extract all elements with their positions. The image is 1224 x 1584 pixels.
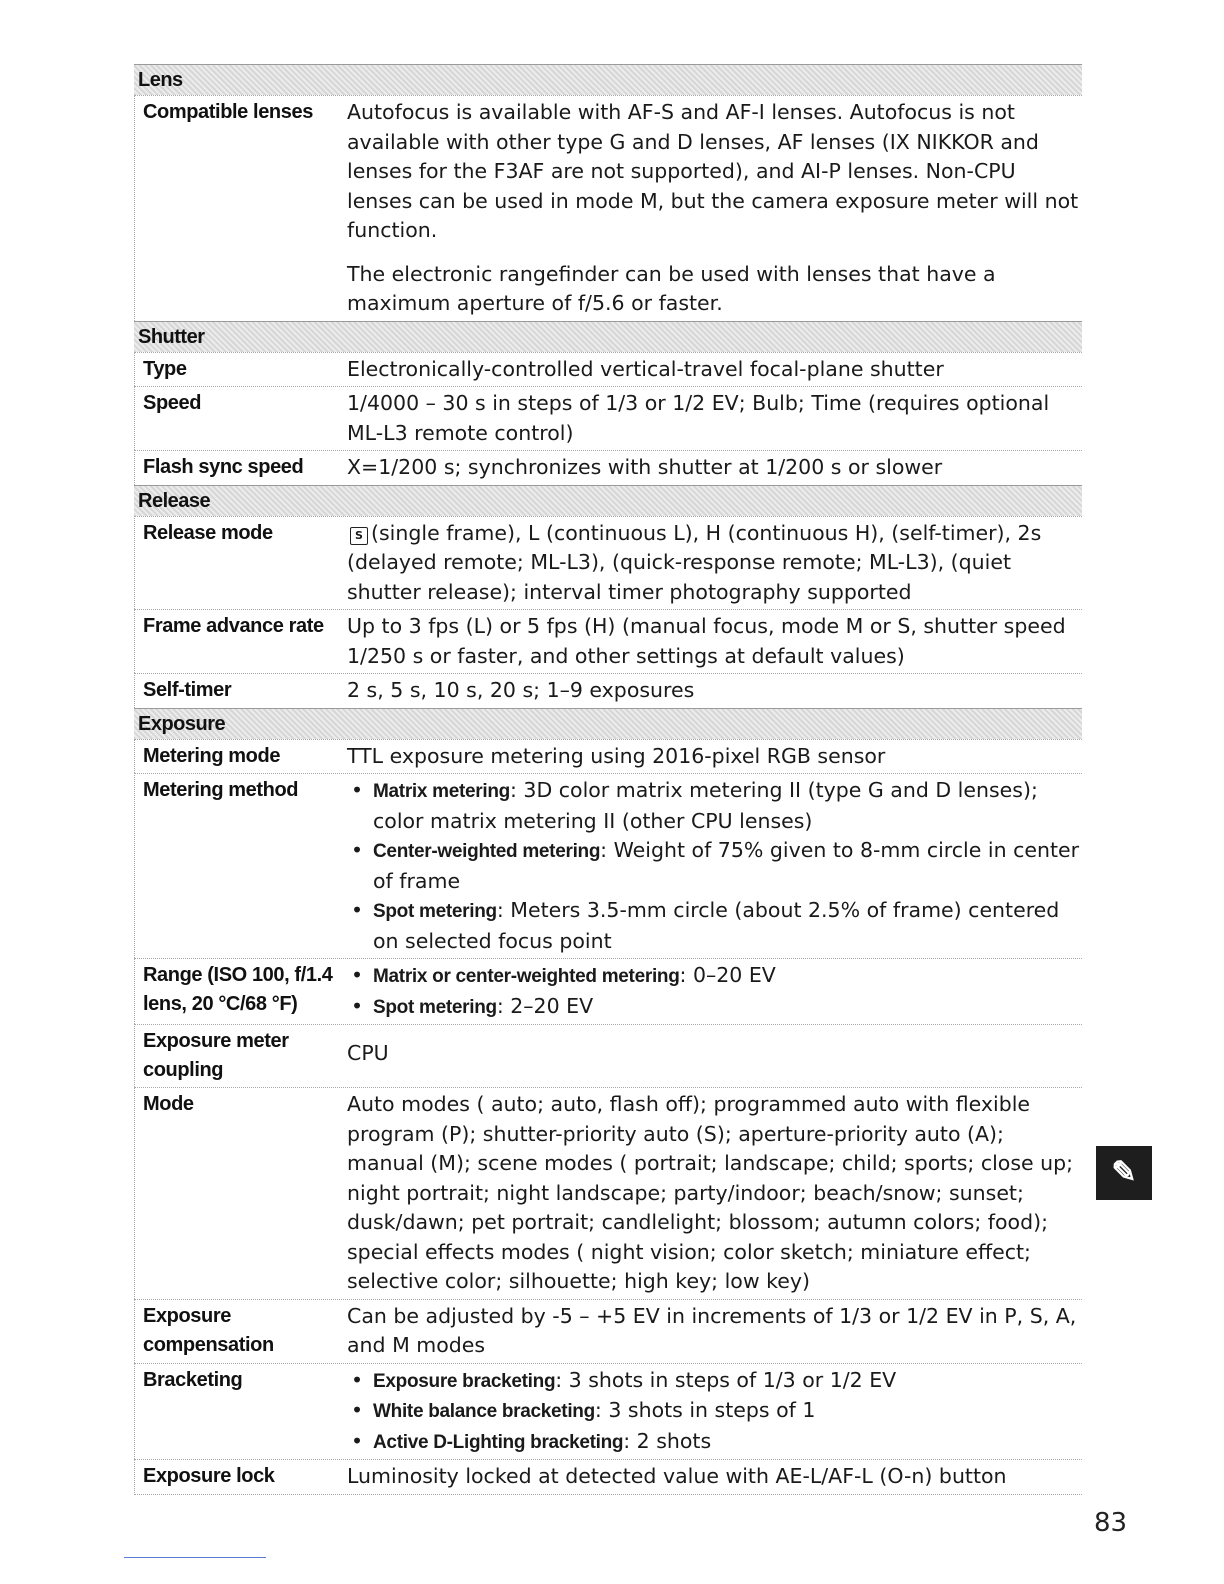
list-item: [373, 961, 1082, 992]
spec-row-bracketing: [134, 1363, 1082, 1460]
list-item: [373, 992, 1082, 1023]
spec-value: [337, 1364, 1082, 1460]
range-label-line-2: lens, 20 °C/68 °F): [143, 993, 298, 1015]
bullet-desc: : 3D color matrix metering II (type G and D lenses); color matrix metering II (other CPU lenses): [373, 778, 1038, 833]
spec-row-metering-method: [134, 773, 1082, 958]
section-header-release: Release: [134, 485, 1082, 516]
bullet-term: Active D-Lighting bracketing: [373, 1431, 624, 1453]
list-item: [373, 1366, 1082, 1397]
spec-value: CPU: [347, 1041, 389, 1065]
list-item: [373, 776, 1082, 836]
spec-label: Exposure compensation: [143, 1304, 274, 1356]
bullet-desc: : 2–20 EV: [496, 993, 594, 1018]
spec-value: X=1/200 s; synchronizes with shutter at 1/200 s or slower: [347, 455, 943, 479]
footer-divider: [124, 1557, 266, 1558]
bullet-term: Matrix or center-weighted metering: [373, 966, 680, 987]
spec-value: [337, 774, 1082, 958]
single-frame-icon: S: [350, 527, 368, 545]
spec-label: Speed: [143, 392, 202, 414]
spec-row-metering-mode: [134, 739, 1082, 774]
spec-row-release-mode: [134, 516, 1082, 610]
bullet-desc: : Weight of 75% given to 8-mm circle in center of frame: [373, 838, 1080, 893]
bullet-desc: : 0–20 EV: [679, 963, 776, 987]
spec-value: [337, 96, 1082, 321]
spec-label: Frame advance rate: [143, 615, 324, 637]
bullet-term: Exposure bracketing: [373, 1370, 556, 1392]
spec-row-range: [134, 958, 1082, 1024]
spec-row-self-timer: [134, 673, 1082, 708]
list-item: [373, 1396, 1082, 1427]
spec-value: Luminosity locked at detected value with AE-L/AF-L (O-n) button: [347, 1464, 1007, 1488]
spec-label: [135, 959, 337, 1024]
spec-label: Release mode: [143, 521, 273, 544]
release-mode-text: (single frame), L (continuous L), H (continuous H), (self-timer), 2s (delayed remote; ML-L3), (quick-response remote; ML-L3), (quiet shutter release); interval timer photography supported: [347, 520, 1042, 604]
bullet-desc: : 3 shots in steps of 1: [594, 1398, 816, 1422]
spec-label: Type: [143, 357, 187, 380]
rangefinder-paragraph: The electronic rangefinder can be used with lenses that have a maximum aperture of f/5.6 or faster.: [347, 261, 996, 315]
range-label-line-1: Range (ISO 100, f/1.4: [143, 964, 333, 986]
bullet-desc: : 3 shots in steps of 1/3 or 1/2 EV: [555, 1367, 897, 1392]
spec-label: Exposure lock: [143, 1465, 275, 1487]
spec-value: Can be adjusted by -5 – +5 EV in increments of 1/3 or 1/2 EV in P, S, A, and M modes: [347, 1303, 1077, 1357]
spec-value: 1/4000 – 30 s in steps of 1/3 or 1/2 EV; Bulb; Time (requires optional ML-L3 remote control): [347, 391, 1050, 445]
page-number: 83: [1094, 1508, 1128, 1538]
spec-value: [337, 959, 1082, 1024]
chapter-tab-icon: ✎: [1096, 1146, 1152, 1200]
bullet-term: Matrix metering: [373, 781, 510, 802]
bullet-desc: : Meters 3.5-mm circle (about 2.5% of frame) centered on selected focus point: [373, 898, 1060, 953]
spec-value: TTL exposure metering using 2016-pixel RGB sensor: [347, 743, 886, 768]
spec-row-type: [134, 352, 1082, 387]
spec-label: Flash sync speed: [143, 456, 304, 478]
spec-value: [337, 517, 1082, 610]
spec-label: Exposure meter coupling: [143, 1030, 289, 1081]
spec-row-frame-rate: [134, 609, 1082, 673]
spec-value: Up to 3 fps (L) or 5 fps (H) (manual focus, mode M or S, shutter speed 1/250 s or faster, and other settings at default values): [347, 614, 1066, 668]
spec-label: Metering method: [143, 779, 299, 801]
spec-row-speed: [134, 386, 1082, 450]
compatible-lenses-paragraph: Autofocus is available with AF-S and AF-I lenses. Autofocus is not available with other type G and D lenses, AF lenses (IX NIKKOR and lenses for the F3AF are not supported), and AI-P lenses. Non-CPU lenses can be used in mode M, but the camera exposure meter will not function.: [347, 100, 1079, 242]
spec-label: Mode: [143, 1093, 194, 1115]
spec-row-flash-sync: [134, 450, 1082, 485]
bullet-term: White balance bracketing: [373, 1401, 595, 1422]
spec-row-compatible-lenses: [134, 95, 1082, 321]
spec-value: Auto modes ( auto; auto, flash off); programmed auto with flexible program (P); shutter-priority auto (S); aperture-priority auto (A); manual (M); scene modes ( portrait; landscape; child; sports; close up; night portrait; night landscape; party/indoor; beach/snow; sunset; dusk/dawn; pet portrait; candlelight; blossom; autumn colors; food); special effects modes ( night vision; color sketch; miniature effect; selective color; silhouette; high key; low key): [347, 1092, 1074, 1293]
spec-value: Electronically-controlled vertical-travel focal-plane shutter: [347, 356, 944, 381]
spec-row-exposure-lock: [134, 1459, 1082, 1495]
list-item: [373, 1427, 1082, 1458]
spec-table: [134, 64, 1082, 1495]
list-item: [373, 896, 1082, 956]
section-header-shutter: Shutter: [134, 321, 1082, 352]
spec-row-meter-coupling: [134, 1024, 1082, 1087]
bullet-desc: : 2 shots: [623, 1428, 712, 1453]
spec-label: Compatible lenses: [143, 101, 313, 123]
section-header-exposure: Exposure: [134, 708, 1082, 739]
spec-value: 2 s, 5 s, 10 s, 20 s; 1–9 exposures: [347, 678, 695, 702]
list-item: [373, 836, 1082, 896]
bullet-term: Spot metering: [373, 996, 497, 1018]
spec-label: Self-timer: [143, 679, 232, 701]
bullet-term: Spot metering: [373, 901, 497, 922]
spec-label: Bracketing: [143, 1368, 243, 1391]
spec-row-exposure-compensation: [134, 1299, 1082, 1363]
section-header-lens: Lens: [134, 64, 1082, 95]
spec-row-mode: [134, 1087, 1082, 1299]
bullet-term: Center-weighted metering: [373, 841, 601, 862]
spec-label: Metering mode: [143, 744, 281, 767]
